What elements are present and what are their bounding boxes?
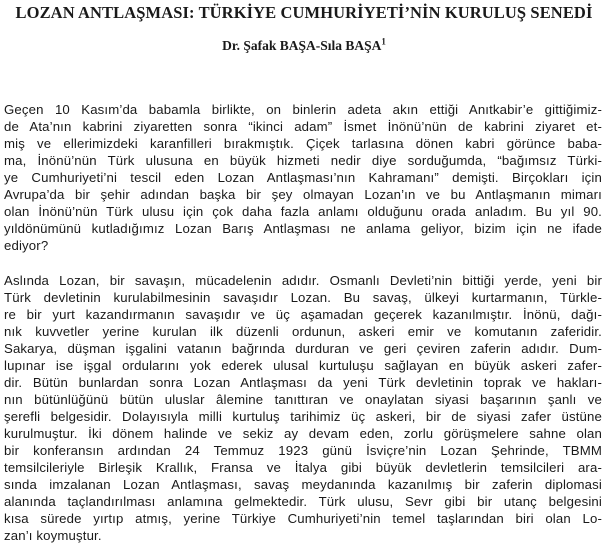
paragraph-line: zan’ı koymuştur. bbox=[4, 528, 102, 543]
paragraph-line: yıldönümünü kutladığımız Lozan Barış Antlaşması ne anlama geliyor, bizim için ne ifade bbox=[4, 221, 602, 236]
paragraph-line: bir konferansın ardından 24 Temmuz 1923 günü İsviçre’nin Lozan Şehrinde, TBMM bbox=[4, 443, 602, 458]
paragraph-line: de Ata’nın kabrini ziyaretten sonra “ikinci adam” İsmet İnönü’nün de kabrini ziyaret et- bbox=[4, 119, 602, 134]
paragraph-line: sında imzalanan Lozan Antlaşması, savaş meydanında kazanılmış bir zaferin diplomasi bbox=[4, 477, 602, 492]
paragraph-line: Türk devletinin kurulabilmesinin savaşıdır Lozan. Bu savaş, ülkeyi kurtarmanın, Türkle- bbox=[4, 290, 602, 305]
author-names: Dr. Şafak BAŞA-Sıla BAŞA bbox=[222, 38, 382, 53]
paragraph-line: Geçen 10 Kasım’da babamla birlikte, on binlerin adeta akın ettiği Anıtkabir’e gittiğimiz- bbox=[4, 102, 602, 117]
paragraph-2 bbox=[4, 272, 602, 544]
authors-line bbox=[0, 38, 608, 54]
paragraph-line: olan İnönü’nün Türk ulusu için çok daha fazla anlamı olduğunu orada anladım. Bu yıl 90. bbox=[4, 204, 602, 219]
paragraph-line: ye Cumhuriyeti’ni tescil eden Lozan Antlaşması’nın Kahramanı” demişti. Birçokları için bbox=[4, 170, 602, 185]
paragraph-line: dir. Bütün bunlardan sonra Lozan Antlaşması da yeni Türk devletinin toprak ve hakları- bbox=[4, 375, 602, 390]
paragraph-1 bbox=[4, 101, 602, 254]
paragraph-line: ediyor? bbox=[4, 238, 49, 253]
footnote-mark: 1 bbox=[381, 36, 386, 47]
paragraph-line: nık kuvvetler yerine kurulan ilk düzenli ordunun, askeri emir ve komutanın zaferidir. bbox=[4, 324, 602, 339]
paragraph-line: miş ve ellerimizdeki karanfilleri bırakmıştık. Çiçek tarlasına dönen kabri görünce baba- bbox=[4, 136, 602, 151]
paragraph-line: re bir yurt kazandırmanın savaşıdır ve üç aşamadan geçerek kazanılmıştır. İnönü, dağı- bbox=[4, 307, 602, 322]
paragraph-line: kısa sürede yırtıp atmış, yerine Türkiye Cumhuriyeti’nin temel taşlarından biri olan Lo- bbox=[4, 511, 602, 526]
paragraph-line: kurulmuştur. İki dönem halinde ve sekiz ay devam eden, zorlu görüşmelere sahne olan bbox=[4, 426, 602, 441]
paragraph-line: nın bütünlüğünü bütün uluslar âlemine tanıttıran ve onaylatan siyasi başarının şanlı ve bbox=[4, 392, 602, 407]
paragraph-line: Sakarya, düşman işgalini vatanın bağrında durduran ve geri çeviren zaferin adıdır. Dum- bbox=[4, 341, 602, 356]
document-title: LOZAN ANTLAŞMASI: TÜRKİYE CUMHURİYETİ’NİN KURULUŞ SENEDİ bbox=[15, 3, 593, 22]
paragraph-line: alanında taçlandırılması anlamına gelmektedir. Türk ulusu, Sevr gibi bir utanç belgesini bbox=[4, 494, 602, 509]
paragraph-line: Aslında Lozan, bir savaşın, mücadelenin adıdır. Osmanlı Devleti’nin bittiği yerde, yeni bir bbox=[4, 273, 602, 288]
paragraph-line: temsilcileriyle Birleşik Krallık, Fransa ve İtalya gibi büyük devletlerin temsilcileri ara- bbox=[4, 460, 602, 475]
paragraph-line: ma, İnönü’nün Türk ulusuna en büyük hizmeti nedir diye sorduğumda, “bağımsız Türki- bbox=[4, 153, 602, 168]
paragraph-line: Avrupa’da bir şehir adından başka bir şey olmayan Lozan’ın ve bu Antlaşmanın mimarı bbox=[4, 187, 602, 202]
paragraph-line: şerefli belgesidir. Dolayısıyla milli kurtuluş tarihimiz üç askeri, bir de siyasi zafer üstüne bbox=[4, 409, 602, 424]
paragraph-line: lupınar ise işgal ordularını yok ederek ulusal kurtuluşu sağlayan en büyük askeri zafer- bbox=[4, 358, 602, 373]
